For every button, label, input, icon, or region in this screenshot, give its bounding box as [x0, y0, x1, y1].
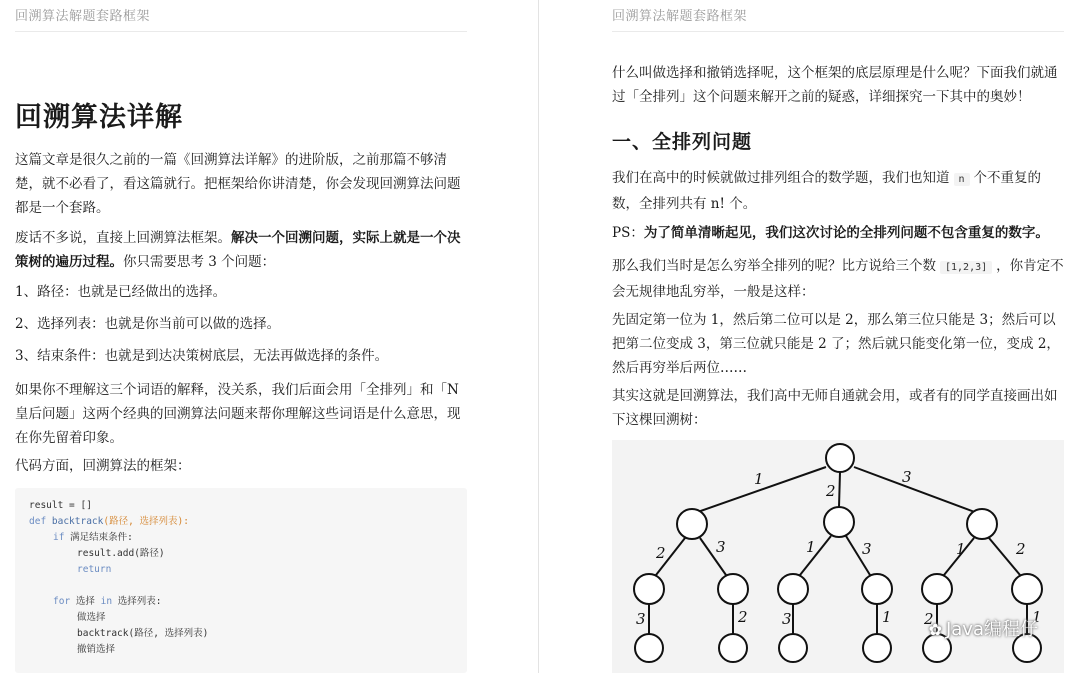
edge-label: 2	[826, 482, 836, 500]
framework-paragraph: 废话不多说，直接上回溯算法框架。解决一个回溯问题，实际上就是一个决策树的遍历过程。你只需要思考 3 个问题：	[15, 230, 461, 270]
edge-label: 3	[636, 610, 646, 628]
tree-node	[863, 634, 891, 662]
code-block	[15, 488, 467, 673]
edge-label: 1	[1032, 608, 1042, 626]
article-title: 回溯算法详解	[15, 102, 183, 133]
edge-label: 2	[656, 544, 666, 562]
permutation-intro: 我们在高中的时候就做过排列组合的数学题，我们也知道 n 个不重复的数，全排列共有 n! 个。	[612, 170, 1042, 212]
tree-node-root	[826, 444, 854, 472]
tree-node	[862, 574, 892, 604]
tree-node	[779, 634, 807, 662]
tree-node	[824, 507, 854, 537]
decision-tree-emphasis: 解决一个回溯问题，实际上就是一个决策树的遍历过程。	[15, 230, 461, 270]
list-item-path: 1、路径：也就是已经做出的选择。	[15, 284, 227, 300]
tree-node	[677, 509, 707, 539]
edge-label: 3	[716, 538, 726, 556]
edge-label: 1	[956, 540, 966, 558]
code-intro: 代码方面，回溯算法的框架：	[15, 458, 191, 474]
procedure-paragraph: 先固定第一位为 1，然后第二位可以是 2，那么第三位只能是 3；然后可以把第二位变成 3，第三位就只能是 2 了；然后就只能变化第一位，变成 2，然后再穷举后两位……	[612, 312, 1060, 376]
code-line: return	[77, 564, 112, 575]
code-line: 撤销选择	[77, 644, 116, 655]
tree-node	[635, 634, 663, 662]
edge-label: 3	[902, 468, 912, 486]
watermark: ✿ Java编程仔	[928, 619, 1038, 640]
list-item-end-condition: 3、结束条件：也就是到达决策树底层，无法再做选择的条件。	[15, 348, 389, 364]
left-page-header: 回溯算法解题套路框架	[15, 5, 467, 32]
code-line: if 满足结束条件:	[53, 532, 133, 543]
tree-node	[967, 509, 997, 539]
section-heading: 一、全排列问题	[612, 131, 753, 153]
code-line: result.add(路径)	[77, 548, 165, 559]
intro-paragraph: 这篇文章是很久之前的一篇《回溯算法详解》的进阶版，之前那篇不够清楚，就不必看了，看这篇就行。把框架给你讲清楚，你会发现回溯算法问题都是一个套路。	[15, 152, 461, 216]
edge-label: 3	[862, 540, 872, 558]
tree-node	[718, 574, 748, 604]
edge-label: 3	[782, 610, 792, 628]
edge-label: 1	[754, 470, 764, 488]
tree-node	[719, 634, 747, 662]
ps-note: PS：为了简单清晰起见，我们这次讨论的全排列问题不包含重复的数字。	[612, 225, 1049, 241]
edge-label: 1	[882, 608, 892, 626]
edge-label: 2	[924, 610, 934, 628]
tree-node	[778, 574, 808, 604]
tree-intro: 其实这就是回溯算法，我们高中无师自通就会用，或者有的同学直接画出如下这棵回溯树：	[612, 388, 1058, 428]
inline-code-array: [1,2,3]	[940, 261, 992, 274]
code-line: result = []	[29, 500, 92, 511]
tree-node	[922, 574, 952, 604]
wechat-icon: ✿	[928, 620, 942, 639]
edge-label: 2	[1016, 540, 1026, 558]
list-item-choices: 2、选择列表：也就是你当前可以做的选择。	[15, 316, 281, 332]
transition-paragraph: 什么叫做选择和撤销选择呢，这个框架的底层原理是什么呢？下面我们就通过「全排列」这个问题来解开之前的疑惑，详细探究一下其中的奥妙！	[612, 65, 1058, 105]
inline-code-n: n	[954, 173, 970, 186]
right-page	[612, 0, 1064, 673]
code-line: def backtrack(路径, 选择列表):	[29, 516, 189, 527]
code-line: backtrack(路径, 选择列表)	[77, 628, 209, 639]
enumeration-paragraph: 那么我们当时是怎么穷举全排列的呢？比方说给三个数 [1,2,3] ，你肯定不会无规律地乱穷举，一般是这样：	[612, 258, 1064, 300]
explanation-paragraph: 如果你不理解这三个词语的解释，没关系，我们后面会用「全排列」和「N皇后问题」这两个经典的回溯算法问题来帮你理解这些词语是什么意思，现在你先留着印象。	[15, 382, 461, 446]
tree-node	[1012, 574, 1042, 604]
code-line: for 选择 in 选择列表:	[53, 596, 162, 607]
tree-node	[634, 574, 664, 604]
left-page	[15, 0, 467, 673]
page-divider	[538, 0, 539, 673]
code-line: 做选择	[77, 612, 106, 623]
edge-label: 1	[806, 538, 816, 556]
right-page-header: 回溯算法解题套路框架	[612, 5, 1064, 32]
edge-label: 2	[738, 608, 748, 626]
